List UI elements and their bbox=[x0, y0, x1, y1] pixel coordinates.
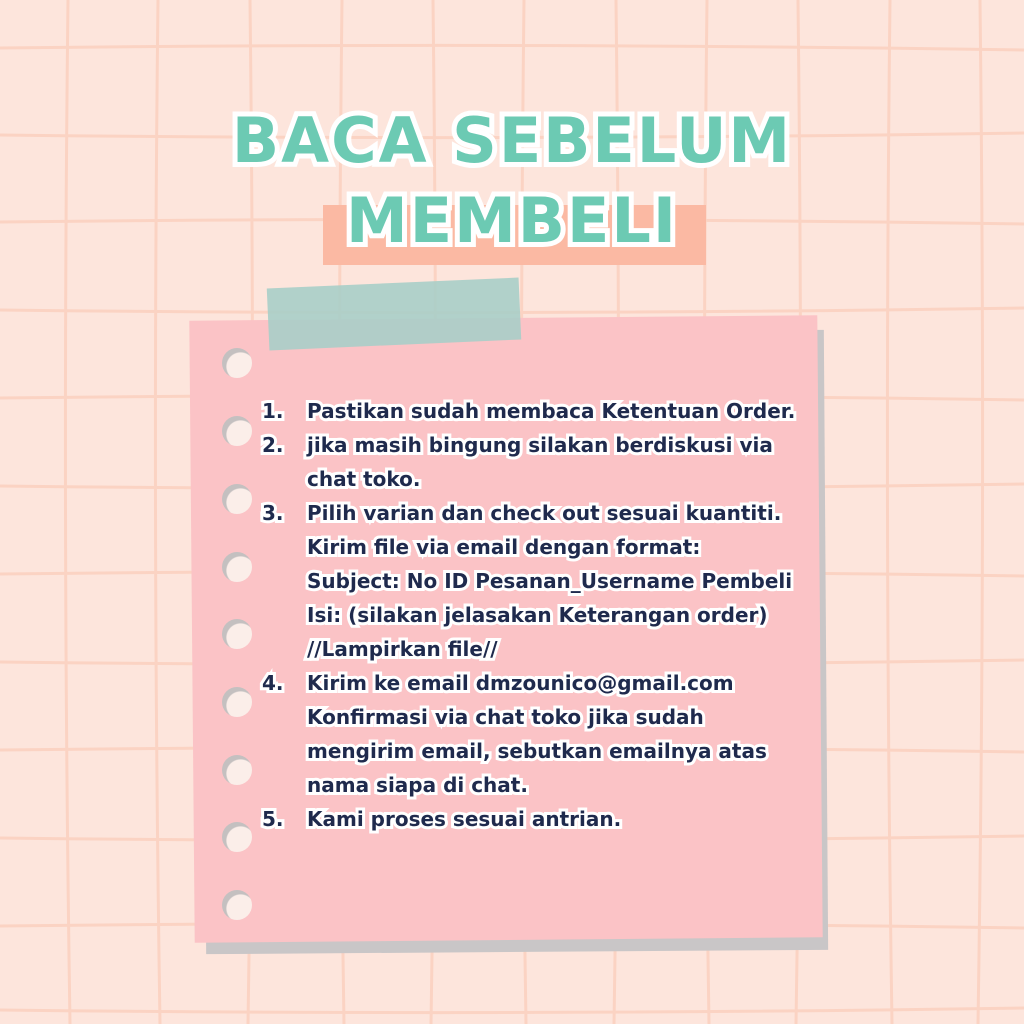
rule-text-line: Pilih varian dan check out sesuai kuantiti. bbox=[307, 501, 782, 525]
binder-hole bbox=[222, 552, 252, 582]
rule-item bbox=[262, 428, 822, 496]
rule-number: 1. bbox=[262, 399, 284, 423]
rule-item bbox=[262, 496, 822, 666]
rule-text-line: Kirim file via email dengan format: bbox=[307, 535, 701, 559]
rule-number: 2. bbox=[262, 433, 284, 457]
binder-hole bbox=[222, 484, 252, 514]
rule-text-line: Subject: No ID Pesanan_Username Pembeli bbox=[307, 569, 793, 593]
rule-number: 3. bbox=[262, 501, 284, 525]
rule-text-line: Isi: (silakan jelasakan Keterangan order) bbox=[307, 603, 768, 627]
page-title-line-2: MEMBELI bbox=[346, 184, 678, 257]
binder-hole bbox=[222, 348, 252, 378]
rule-text-line: Pastikan sudah membaca Ketentuan Order. bbox=[307, 399, 796, 423]
binder-hole bbox=[222, 822, 252, 852]
binder-hole bbox=[222, 755, 252, 785]
rule-text-line: nama siapa di chat. bbox=[307, 773, 528, 797]
page-title-line-1: BACA SEBELUM bbox=[231, 104, 793, 177]
rule-text-line: mengirim email, sebutkan emailnya atas bbox=[307, 739, 767, 763]
washi-tape bbox=[267, 278, 521, 351]
rules-list bbox=[262, 394, 822, 836]
rule-item bbox=[262, 802, 822, 836]
rule-text-line: Konfirmasi via chat toko jika sudah bbox=[307, 705, 704, 729]
rule-item bbox=[262, 666, 822, 802]
rule-item bbox=[262, 394, 822, 428]
binder-hole bbox=[222, 890, 252, 920]
rule-text-line: chat toko. bbox=[307, 467, 421, 491]
rule-text-line: Kami proses sesuai antrian. bbox=[307, 807, 622, 831]
binder-hole bbox=[222, 687, 252, 717]
binder-hole bbox=[222, 619, 252, 649]
rule-text-line: Kirim ke email dmzounico@gmail.com bbox=[307, 671, 734, 695]
rule-text-line: jika masih bingung silakan berdiskusi via bbox=[307, 433, 773, 457]
rule-text-line: //Lampirkan file// bbox=[307, 637, 498, 661]
rule-number: 5. bbox=[262, 807, 284, 831]
binder-hole bbox=[222, 416, 252, 446]
rule-number: 4. bbox=[262, 671, 284, 695]
